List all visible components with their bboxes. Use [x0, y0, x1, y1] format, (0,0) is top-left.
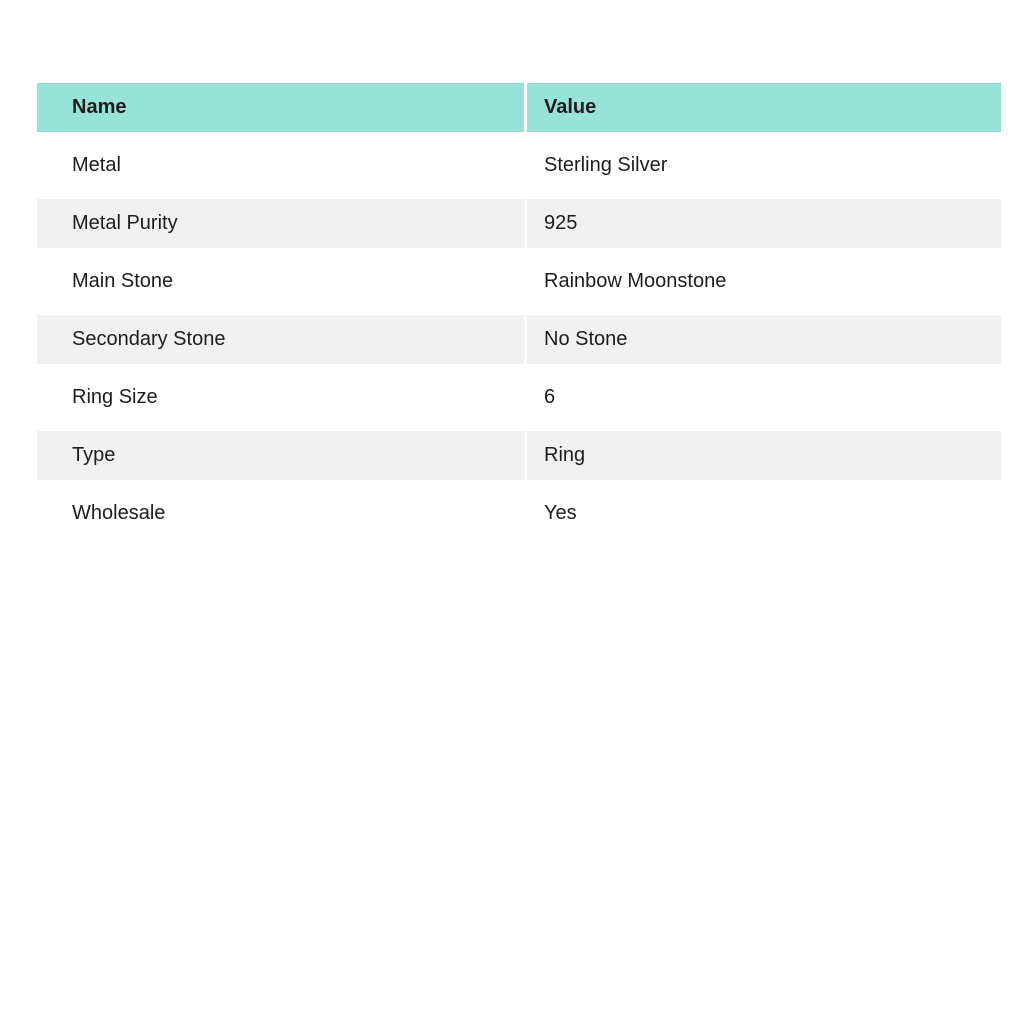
attribute-name-cell: Type [37, 431, 524, 480]
attribute-name-cell: Metal [37, 141, 524, 190]
attribute-value-cell: Sterling Silver [527, 141, 1001, 190]
column-header-name: Name [37, 83, 524, 132]
attribute-name-cell: Main Stone [37, 257, 524, 306]
attribute-name-cell: Ring Size [37, 373, 524, 422]
attribute-value-cell: Ring [527, 431, 1001, 480]
attribute-value-cell: 925 [527, 199, 1001, 248]
attribute-name-cell: Metal Purity [37, 199, 524, 248]
attribute-value-cell: Rainbow Moonstone [527, 257, 1001, 306]
attribute-value-cell: Yes [527, 489, 1001, 538]
attributes-table [37, 83, 1001, 538]
attribute-value-cell: No Stone [527, 315, 1001, 364]
column-header-value: Value [527, 83, 1001, 132]
attribute-value-cell: 6 [527, 373, 1001, 422]
attribute-name-cell: Wholesale [37, 489, 524, 538]
attribute-name-cell: Secondary Stone [37, 315, 524, 364]
